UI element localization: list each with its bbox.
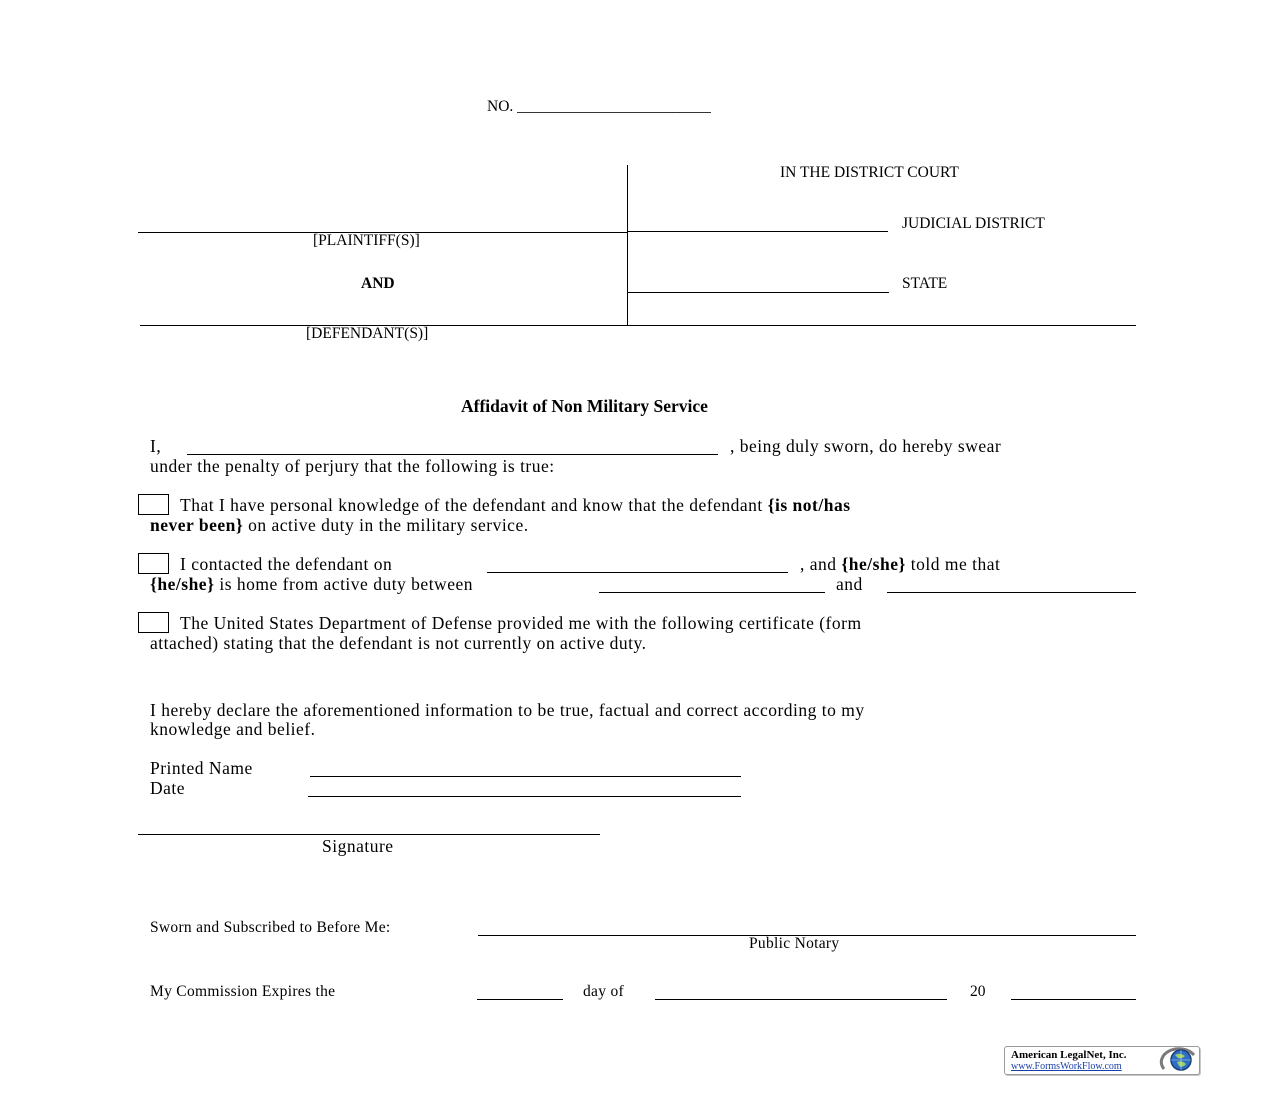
judicial-district-line[interactable] [628, 231, 888, 232]
sworn-label: Sworn and Subscribed to Before Me: [150, 919, 391, 936]
caption-divider [627, 165, 628, 326]
option2-line2 [150, 574, 473, 595]
and-label: AND [361, 275, 395, 292]
commission-day-line[interactable] [477, 999, 563, 1000]
printed-name-label: Printed Name [150, 758, 253, 778]
duty-end-line[interactable] [887, 592, 1136, 593]
option1-bold-b: never been} [150, 515, 244, 535]
option3-line1: The United States Department of Defense provided me with the following certificate (form [180, 613, 862, 633]
option2-text-b: , and [800, 554, 837, 574]
option2-text-d: is home from active duty between [219, 574, 473, 594]
signature-label: Signature [322, 836, 394, 856]
legalnet-badge[interactable] [1004, 1046, 1200, 1075]
contact-date-line[interactable] [487, 572, 788, 573]
option2-checkbox[interactable] [138, 553, 169, 574]
company-url[interactable]: www.FormsWorkFlow.com [1011, 1061, 1122, 1072]
option2-bold-b: {he/she} [150, 574, 215, 594]
option2-bold-a: {he/she} [841, 554, 906, 574]
defendant-label: [DEFENDANT(S)] [306, 325, 429, 342]
state-line[interactable] [628, 292, 889, 293]
option2-text-a: I contacted the defendant on [180, 554, 393, 574]
commission-label: My Commission Expires the [150, 983, 336, 1000]
option3-checkbox[interactable] [138, 612, 169, 633]
commission-year-line[interactable] [1011, 999, 1136, 1000]
option1-text-b: on active duty in the military service. [248, 515, 529, 535]
defendant-line[interactable] [140, 325, 1136, 326]
option1-line1 [180, 495, 851, 516]
option1-checkbox[interactable] [138, 494, 169, 515]
public-notary-label: Public Notary [749, 935, 840, 952]
case-number[interactable]: NO. _________________________ [487, 98, 711, 115]
option2-text-e: and [836, 574, 863, 594]
option2-line1-end [800, 554, 1000, 575]
state-label: STATE [902, 275, 948, 292]
globe-icon [1158, 1047, 1198, 1074]
intro-i: I, [150, 436, 162, 456]
intro-line2: under the penalty of perjury that the following is true: [150, 456, 555, 476]
option3-line2: attached) stating that the defendant is not currently on active duty. [150, 633, 647, 653]
signature-line[interactable] [138, 834, 600, 835]
judicial-district-label: JUDICIAL DISTRICT [902, 215, 1045, 232]
date-label: Date [150, 778, 186, 798]
year-prefix: 20 [970, 983, 986, 1000]
option1-bold-a: {is not/has [767, 495, 851, 515]
plaintiff-label: [PLAINTIFF(S)] [313, 232, 420, 249]
company-name: American LegalNet, Inc. [1011, 1049, 1127, 1061]
declaration-line1: I hereby declare the aforementioned information to be true, factual and correct according to my [150, 700, 865, 720]
printed-name-line[interactable] [310, 776, 741, 777]
option2-text-c: told me that [910, 554, 1001, 574]
declaration-line2: knowledge and belief. [150, 719, 316, 739]
day-of-label: day of [583, 983, 624, 1000]
option1-text-a: That I have personal knowledge of the defendant and know that the defendant [180, 495, 763, 515]
form-title: Affidavit of Non Military Service [461, 396, 708, 416]
affiant-name-line[interactable] [187, 454, 718, 455]
court-title: IN THE DISTRICT COURT [780, 164, 959, 181]
duty-start-line[interactable] [599, 592, 825, 593]
date-line[interactable] [308, 796, 741, 797]
option1-line2 [150, 515, 529, 536]
intro-after: , being duly sworn, do hereby swear [730, 436, 1002, 456]
commission-month-line[interactable] [655, 999, 947, 1000]
